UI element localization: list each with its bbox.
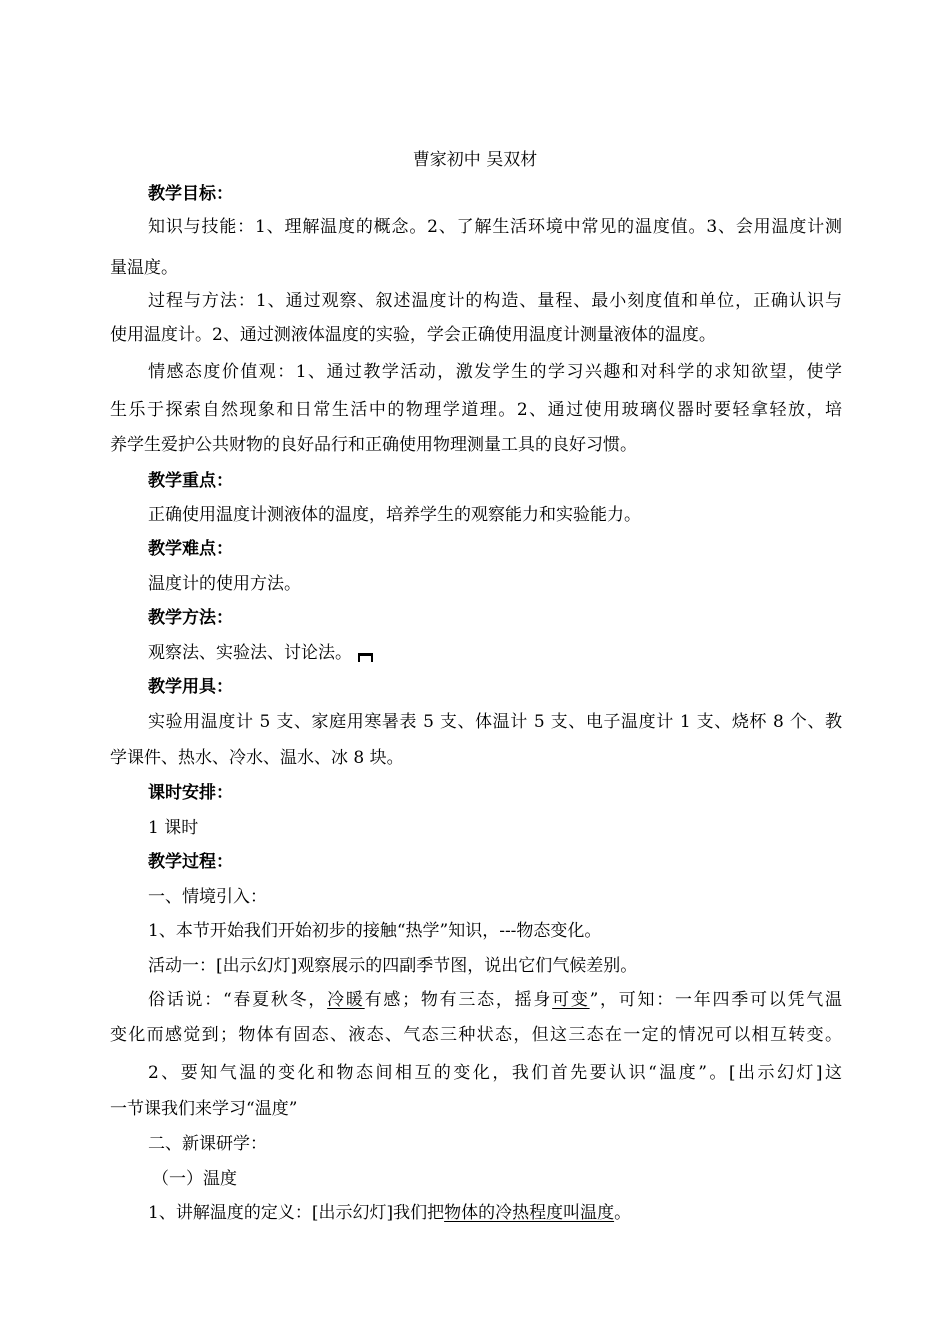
intro-line-1: 1、本节开始我们开始初步的接触“热学”知识，---物态变化。: [148, 921, 602, 941]
saying-part-c: 有感；物有三态，摇身: [364, 990, 553, 1010]
knowledge-skills-line-1: 知识与技能：1、理解温度的概念。2、了解生活环境中常见的温度值。3、会用温度计测: [148, 217, 842, 237]
definition-part-c: 。: [614, 1203, 632, 1223]
saying-underlined-2: 可变: [552, 990, 590, 1010]
process-method-line-2: 使用温度计。2、通过测液体温度的实验，学会正确使用温度计测量液体的温度。: [110, 325, 716, 345]
process-method-line-1: 过程与方法：1、通过观察、叙述温度计的构造、量程、最小刻度值和单位，正确认识与: [148, 291, 842, 311]
key-points-heading: 教学重点：: [148, 471, 233, 491]
knowledge-skills-line-2: 量温度。: [110, 258, 178, 278]
time-heading: 课时安排：: [148, 783, 233, 803]
definition-line: [148, 1202, 631, 1224]
saying-line-1: [148, 989, 842, 1011]
saying-part-a: 俗话说：“春夏秋冬，: [148, 990, 328, 1010]
intro-heading: 一、情境引入：: [148, 887, 267, 907]
tools-line-1: 实验用温度计 5 支、家庭用寒暑表 5 支、体温计 5 支、电子温度计 1 支、烧杯 8 个、教: [148, 712, 842, 732]
emotion-line-3: 养学生爱护公共财物的良好品行和正确使用物理测量工具的良好习惯。: [110, 435, 637, 455]
subsection-heading: （一）温度: [152, 1169, 237, 1189]
definition-underlined: 物体的冷热程度叫温度: [444, 1203, 615, 1223]
tools-line-2: 学课件、热水、冷水、温水、冰 8 块。: [110, 748, 404, 768]
emotion-line-1: 情感态度价值观：1、通过教学活动，激发学生的学习兴趣和对科学的求知欲望，使学: [148, 362, 842, 382]
method-line: [148, 642, 373, 664]
key-points-text: 正确使用温度计测液体的温度，培养学生的观察能力和实验能力。: [148, 505, 641, 525]
method-text: 观察法、实验法、讨论法。: [148, 643, 352, 663]
difficulty-heading: 教学难点：: [148, 539, 233, 559]
cursor-mark-icon: [358, 653, 373, 662]
process-heading: 教学过程：: [148, 852, 233, 872]
objectives-heading: 教学目标：: [148, 184, 233, 204]
definition-part-a: 1、讲解温度的定义：[出示幻灯]我们把: [148, 1203, 445, 1223]
author-line: 曹家初中 吴双材: [412, 150, 538, 170]
saying-underlined-1: 冷暖: [327, 990, 365, 1010]
time-text: 1 课时: [148, 818, 199, 838]
tools-heading: 教学用具：: [148, 677, 233, 697]
new-lesson-heading: 二、新课研学：: [148, 1134, 267, 1154]
activity-line: 活动一：[出示幻灯]观察展示的四副季节图，说出它们气候差别。: [148, 956, 638, 976]
intro-line-2b: 一节课我们来学习“温度”: [110, 1099, 298, 1119]
method-heading: 教学方法：: [148, 608, 233, 628]
intro-line-2a: 2、要知气温的变化和物态间相互的变化，我们首先要认识“温度”。[出示幻灯]这: [148, 1063, 842, 1083]
difficulty-text: 温度计的使用方法。: [148, 574, 301, 594]
emotion-line-2: 生乐于探索自然现象和日常生活中的物理学道理。2、通过使用玻璃仪器时要轻拿轻放，培: [110, 400, 842, 420]
saying-line-2: 变化而感觉到；物体有固态、液态、气态三种状态，但这三态在一定的情况可以相互转变。: [110, 1025, 842, 1045]
saying-part-e: ”，可知：一年四季可以凭气温: [589, 990, 843, 1010]
